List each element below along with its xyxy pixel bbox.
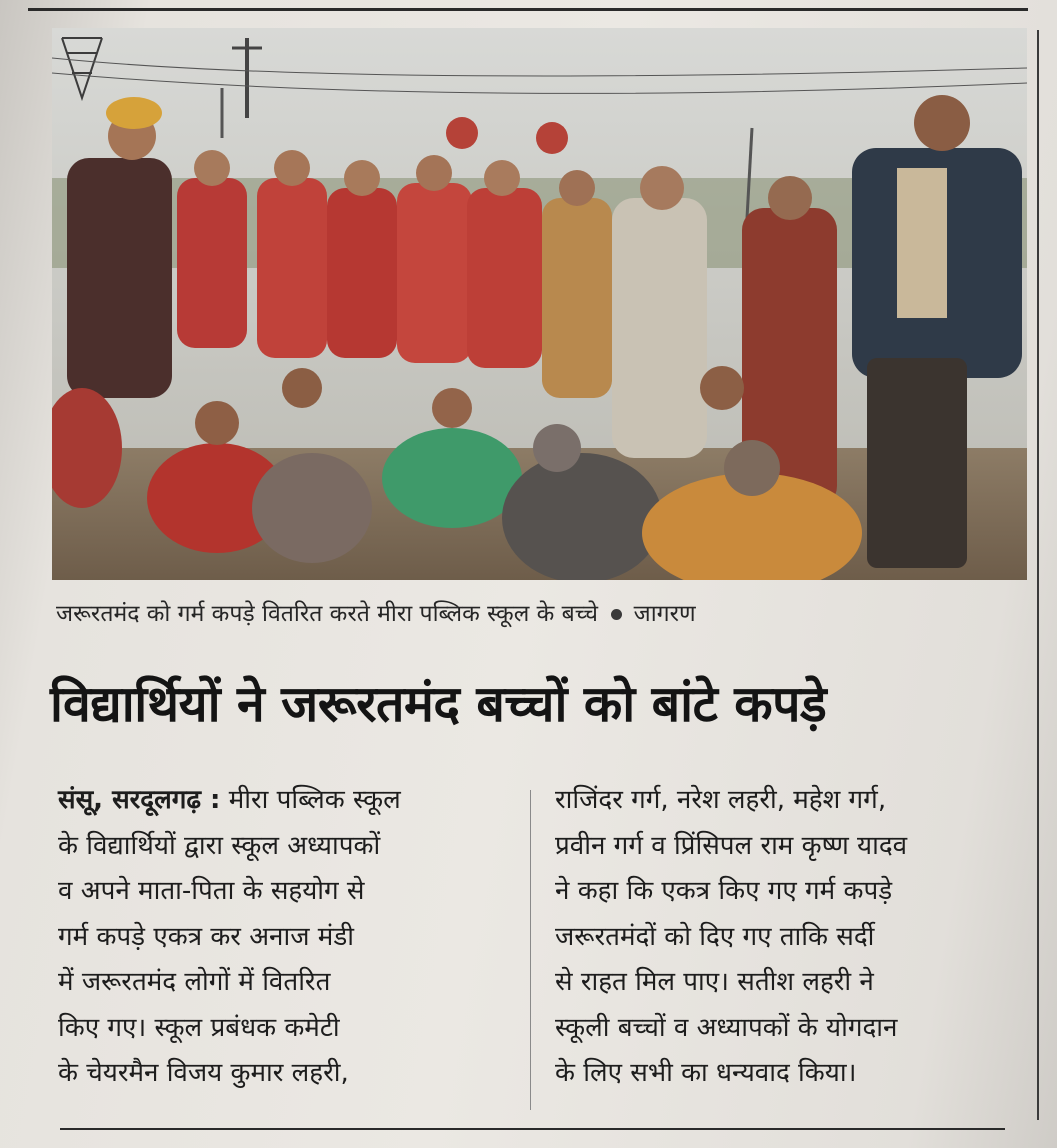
right-column-rule <box>1037 30 1039 1120</box>
article-column-left <box>58 778 518 1097</box>
body-line: के लिए सभी का धन्यवाद किया। <box>555 1058 857 1088</box>
body-line: से राहत मिल पाए। सतीश लहरी ने <box>555 967 874 997</box>
article-column-right <box>555 778 1015 1097</box>
body-line: राजिंदर गर्ग, नरेश लहरी, महेश गर्ग, <box>555 785 887 815</box>
dateline: संसू, सरदूलगढ़ : <box>58 785 221 815</box>
caption-source: जागरण <box>633 601 696 627</box>
caption-text: जरूरतमंद को गर्म कपड़े वितरित करते मीरा पब्लिक स्कूल के बच्चे <box>56 601 599 627</box>
bullet-icon <box>611 609 622 620</box>
body-line: के विद्यार्थियों द्वारा स्कूल अध्यापकों <box>58 830 381 861</box>
photo-caption <box>56 596 1016 628</box>
bottom-rule <box>60 1128 1005 1130</box>
body-line: प्रवीन गर्ग व प्रिंसिपल राम कृष्ण यादव <box>555 830 908 861</box>
body-line: गर्म कपड़े एकत्र कर अनाज मंडी <box>58 921 354 952</box>
body-line: स्कूली बच्चों व अध्यापकों के योगदान <box>555 1012 898 1043</box>
body-line: किए गए। स्कूल प्रबंधक कमेटी <box>58 1012 340 1043</box>
column-divider <box>530 790 531 1110</box>
body-line: के चेयरमैन विजय कुमार लहरी, <box>58 1058 349 1088</box>
body-line-text: मीरा पब्लिक स्कूल <box>228 785 401 815</box>
top-rule <box>28 8 1028 11</box>
group-photo-illustration <box>52 28 1027 580</box>
headline: विद्यार्थियों ने जरूरतमंद बच्चों को बांटे कपड़े <box>50 675 827 733</box>
body-line: जरूरतमंदों को दिए गए ताकि सर्दी <box>555 921 875 952</box>
news-photo <box>52 28 1027 580</box>
body-line <box>58 778 518 824</box>
body-line: में जरूरतमंद लोगों में वितरित <box>58 967 331 997</box>
body-line: ने कहा कि एकत्र किए गए गर्म कपड़े <box>555 876 893 906</box>
body-line: व अपने माता-पिता के सहयोग से <box>58 876 365 906</box>
